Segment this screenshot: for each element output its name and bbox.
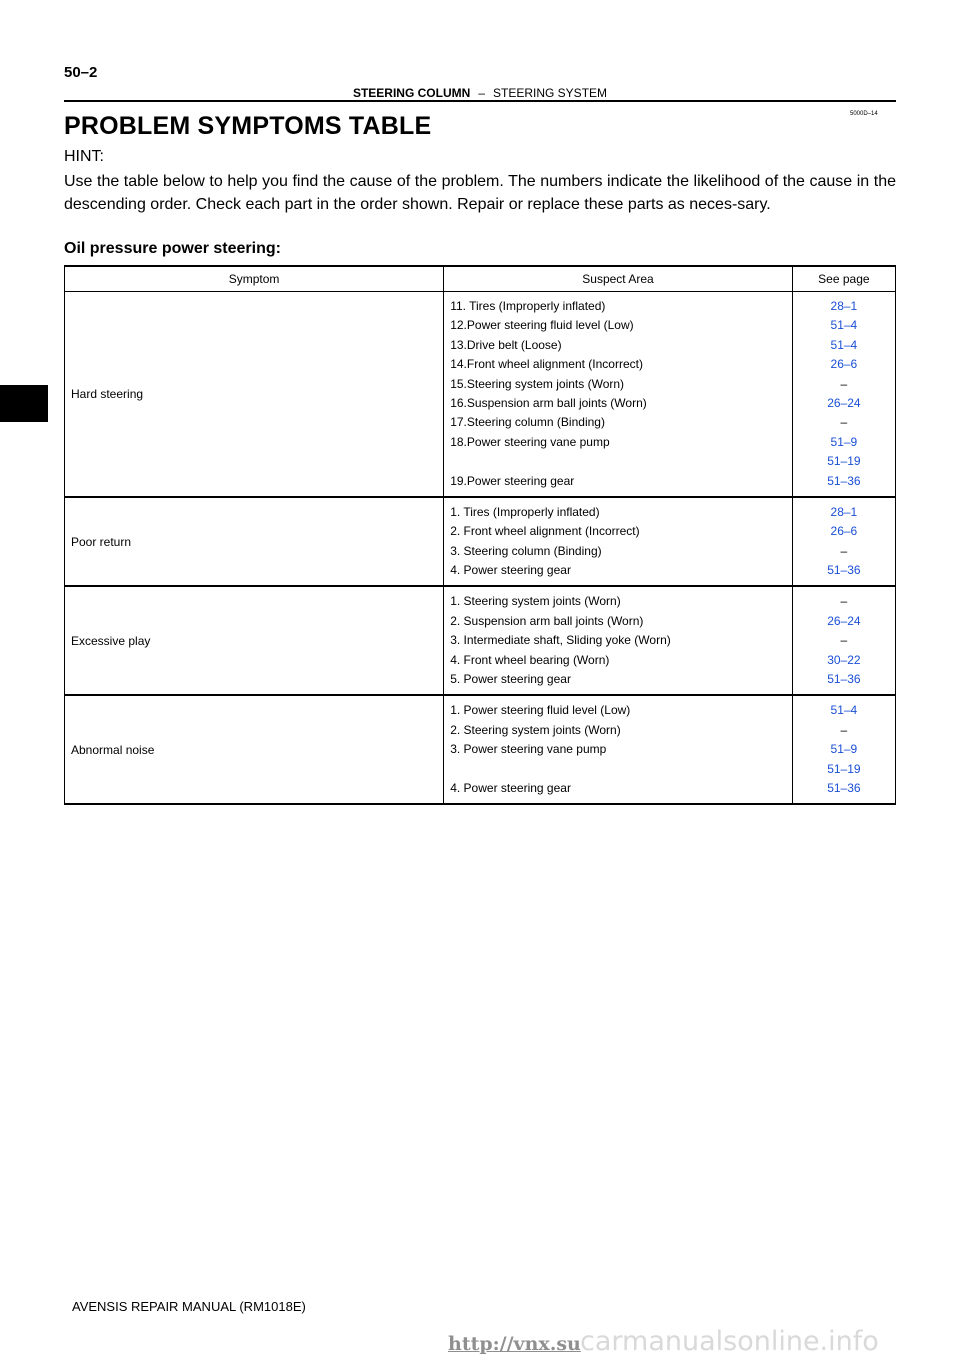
page-reference-link[interactable]: 30–22 <box>827 652 861 667</box>
intro-paragraph: Use the table below to help you find the cause of the problem. The numbers indicate the likelihood of the cause in the descending order. Check each part in the order shown. Repair or replace these parts as neces-sary. <box>64 173 896 213</box>
see-page-cell <box>792 695 895 804</box>
page-reference-link[interactable]: 26–24 <box>827 613 861 628</box>
suspect-area-item: 12.Power steering fluid level (Low) <box>450 318 634 333</box>
page-reference-link[interactable]: 51–9 <box>830 434 858 449</box>
suspect-area-item: 18.Power steering vane pump <box>450 434 610 449</box>
page-reference-none: – <box>840 376 848 391</box>
header-rule <box>64 100 896 102</box>
page-reference-link[interactable]: 51–9 <box>830 742 858 757</box>
suspect-area-item: 19.Power steering gear <box>450 473 575 488</box>
symptom-cell: Abnormal noise <box>65 695 444 804</box>
page-reference-link[interactable]: 51–19 <box>827 454 861 469</box>
page-reference-link[interactable]: 51–36 <box>827 780 861 795</box>
suspect-area-item: 3. Steering column (Binding) <box>450 543 602 558</box>
symptom-cell: Hard steering <box>65 292 444 497</box>
page-reference-link[interactable]: 51–36 <box>827 563 861 578</box>
suspect-area-item <box>450 452 786 471</box>
watermark-site: carmanualsonline.info <box>580 1326 879 1357</box>
hint-label: HINT: <box>64 148 104 165</box>
page-reference-none: – <box>840 415 848 430</box>
page-reference-link[interactable]: 26–24 <box>827 395 861 410</box>
page-reference-link[interactable]: 26–6 <box>830 524 858 539</box>
suspect-area-cell <box>444 497 793 587</box>
suspect-area-item: 3. Power steering vane pump <box>450 742 607 757</box>
table-row <box>65 586 896 695</box>
page-reference-link[interactable]: 51–4 <box>830 318 858 333</box>
suspect-area-cell <box>444 586 793 695</box>
page-reference-link[interactable]: 51–19 <box>827 761 861 776</box>
suspect-area-item: 2. Suspension arm ball joints (Worn) <box>450 613 644 628</box>
suspect-area-cell <box>444 695 793 804</box>
suspect-area-item: 16.Suspension arm ball joints (Worn) <box>450 395 647 410</box>
see-page-cell <box>792 586 895 695</box>
page-title: PROBLEM SYMPTOMS TABLE <box>64 112 432 140</box>
page-reference-link[interactable]: 28–1 <box>830 504 858 519</box>
section-tab-marker <box>0 385 48 422</box>
page-reference-none: – <box>840 633 848 648</box>
table-body <box>65 292 896 805</box>
table-row <box>65 695 896 804</box>
problem-symptoms-table <box>64 265 896 805</box>
page-reference-link[interactable]: 26–6 <box>830 357 858 372</box>
see-page-cell <box>792 292 895 497</box>
page-reference-none: – <box>840 543 848 558</box>
suspect-area-item: 1. Tires (Improperly inflated) <box>450 504 600 519</box>
table-subheading: Oil pressure power steering: <box>64 240 281 257</box>
header-see-page: See page <box>792 266 895 292</box>
header-suspect-area: Suspect Area <box>444 266 793 292</box>
suspect-area-item: 1. Steering system joints (Worn) <box>450 594 621 609</box>
table-header-row <box>65 266 896 292</box>
suspect-area-item: 4. Power steering gear <box>450 780 571 795</box>
page-reference-link[interactable]: 28–1 <box>830 299 858 313</box>
running-head <box>0 86 960 100</box>
document-code: 5000D–14 <box>850 111 878 117</box>
suspect-area-item: 17.Steering column (Binding) <box>450 415 605 430</box>
watermark-url[interactable]: http://vnx.su <box>448 1333 581 1355</box>
suspect-area-item: 3. Intermediate shaft, Sliding yoke (Worn) <box>450 633 671 648</box>
suspect-area-item: 13.Drive belt (Loose) <box>450 337 562 352</box>
table-row <box>65 292 896 497</box>
symptom-cell: Poor return <box>65 497 444 587</box>
suspect-area-item <box>450 760 786 779</box>
page-reference-link[interactable]: 51–4 <box>830 337 858 352</box>
suspect-area-item: 11. Tires (Improperly inflated) <box>450 299 606 313</box>
suspect-area-item: 5. Power steering gear <box>450 672 571 687</box>
header-dash: – <box>478 86 485 100</box>
table-row <box>65 497 896 587</box>
page-reference-none: – <box>840 594 848 609</box>
section-title: STEERING COLUMN <box>352 86 471 100</box>
page-number: 50–2 <box>64 64 98 81</box>
suspect-area-item: 4. Front wheel bearing (Worn) <box>450 652 610 667</box>
see-page-cell <box>792 497 895 587</box>
subsection-title: STEERING SYSTEM <box>493 86 608 100</box>
footer-manual-title: AVENSIS REPAIR MANUAL (RM1018E) <box>72 1299 306 1314</box>
suspect-area-item: 2. Steering system joints (Worn) <box>450 722 621 737</box>
suspect-area-item: 4. Power steering gear <box>450 563 571 578</box>
page-reference-none: – <box>840 722 848 737</box>
page-reference-link[interactable]: 51–4 <box>830 703 858 718</box>
page-reference-link[interactable]: 51–36 <box>827 473 861 488</box>
suspect-area-item: 15.Steering system joints (Worn) <box>450 376 625 391</box>
suspect-area-item: 1. Power steering fluid level (Low) <box>450 703 631 718</box>
page-reference-link[interactable]: 51–36 <box>827 672 861 687</box>
suspect-area-item: 14.Front wheel alignment (Incorrect) <box>450 357 643 372</box>
header-symptom: Symptom <box>65 266 444 292</box>
suspect-area-cell <box>444 292 793 497</box>
suspect-area-item: 2. Front wheel alignment (Incorrect) <box>450 524 640 539</box>
symptom-cell: Excessive play <box>65 586 444 695</box>
